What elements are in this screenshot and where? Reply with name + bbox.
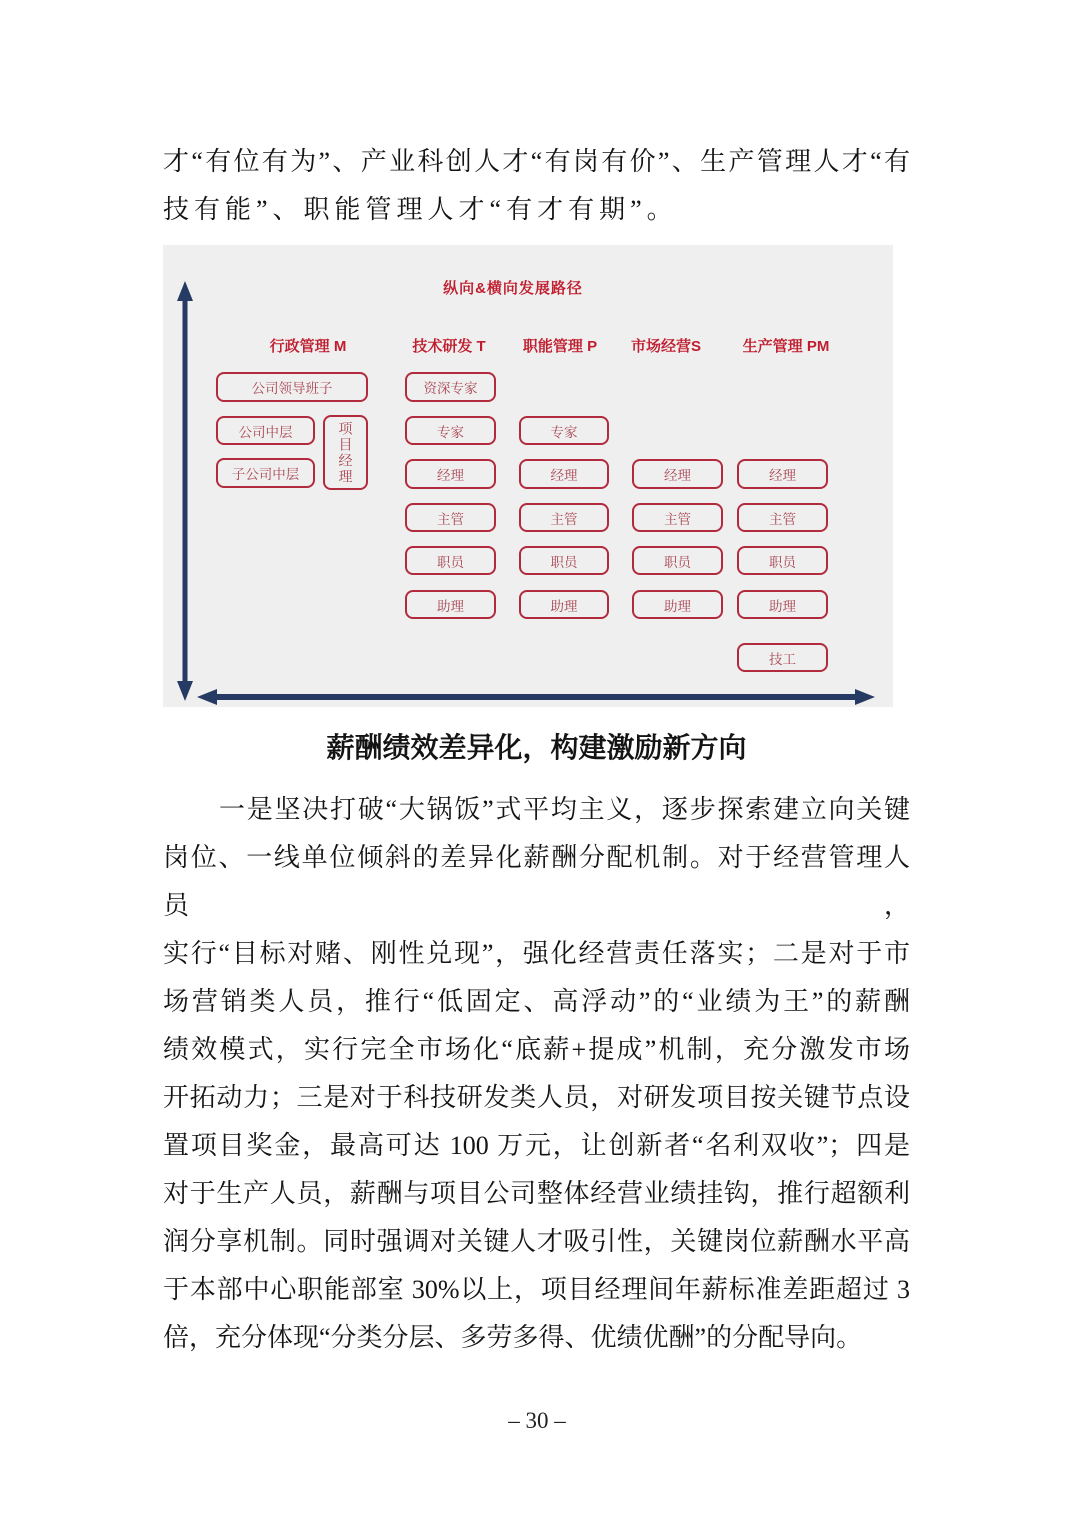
text-line: 对于生产人员，薪酬与项目公司整体经营业绩挂钩，推行超额利 <box>163 1179 910 1208</box>
level-box-production-staff: 职员 <box>737 546 828 575</box>
column-header-tech: 技术研发 T <box>412 338 486 355</box>
section-heading: 薪酬绩效差异化，构建激励新方向 <box>326 733 747 764</box>
level-box-tech-manager: 经理 <box>405 459 496 489</box>
text-line: 场营销类人员，推行“低固定、高浮动”的“业绩为王”的薪酬 <box>163 987 910 1016</box>
level-box-function-assistant: 助理 <box>519 590 609 619</box>
level-box-subsidiary-middle: 子公司中层 <box>216 458 315 488</box>
top-paragraph <box>163 138 910 234</box>
level-box-production-technician: 技工 <box>737 643 828 672</box>
column-header-function: 职能管理 P <box>522 338 598 355</box>
text-line: 润分享机制。同时强调对关键人才吸引性，关键岗位薪酬水平高 <box>163 1227 910 1256</box>
diagram-title: 纵向&横向发展路径 <box>443 280 583 297</box>
column-header-admin: 行政管理 M <box>269 338 347 355</box>
text-line: 实行“目标对赌、刚性兑现”，强化经营责任落实；二是对于市 <box>163 939 910 968</box>
text-line: 才“有位有为”、产业科创人才“有岗有价”、生产管理人才“有 <box>163 147 910 176</box>
level-box-production-supervisor: 主管 <box>737 503 828 532</box>
level-box-function-manager: 经理 <box>519 459 609 489</box>
column-header-market: 市场经营S <box>630 338 702 355</box>
text-line: 置项目奖金，最高可达 100 万元，让创新者“名利双收”；四是 <box>163 1131 910 1160</box>
text-line: 开拓动力；三是对于科技研发类人员，对研发项目按关键节点设 <box>163 1083 910 1112</box>
level-box-project-manager: 项目经理 <box>323 415 368 490</box>
level-box-function-supervisor: 主管 <box>519 503 609 532</box>
body-paragraph <box>163 786 910 1362</box>
level-box-market-manager: 经理 <box>632 459 723 489</box>
page-number: – 30 – <box>508 1408 566 1433</box>
level-box-company-middle: 公司中层 <box>216 416 315 445</box>
level-box-company-leadership: 公司领导班子 <box>216 372 368 402</box>
level-box-tech-supervisor: 主管 <box>405 503 496 532</box>
career-path-diagram <box>163 245 893 707</box>
level-box-market-assistant: 助理 <box>632 590 723 619</box>
text-line: 技有能”、职能管理人才“有才有期”。 <box>163 195 678 224</box>
level-box-market-supervisor: 主管 <box>632 503 723 532</box>
level-box-function-expert: 专家 <box>519 416 609 445</box>
text-line: 绩效模式，实行完全市场化“底薪+提成”机制，充分激发市场 <box>163 1035 910 1064</box>
level-box-production-assistant: 助理 <box>737 590 828 619</box>
level-box-market-staff: 职员 <box>632 546 723 575</box>
text-line: 倍，充分体现“分类分层、多劳多得、优绩优酬”的分配导向。 <box>163 1323 863 1352</box>
level-box-function-staff: 职员 <box>519 546 609 575</box>
column-header-production: 生产管理 PM <box>742 338 830 355</box>
text-line: 于本部中心职能部室 30%以上，项目经理间年薪标准差距超过 3 <box>163 1275 910 1304</box>
text-line: 一是坚决打破“大锅饭”式平均主义，逐步探索建立向关键 <box>219 795 910 824</box>
level-box-tech-senior-expert: 资深专家 <box>405 372 496 402</box>
text-line: 岗位、一线单位倾斜的差异化薪酬分配机制。对于经营管理人员， <box>163 843 910 920</box>
level-box-tech-expert: 专家 <box>405 416 496 445</box>
level-box-tech-assistant: 助理 <box>405 590 496 619</box>
level-box-production-manager: 经理 <box>737 459 828 489</box>
level-box-tech-staff: 职员 <box>405 546 496 575</box>
